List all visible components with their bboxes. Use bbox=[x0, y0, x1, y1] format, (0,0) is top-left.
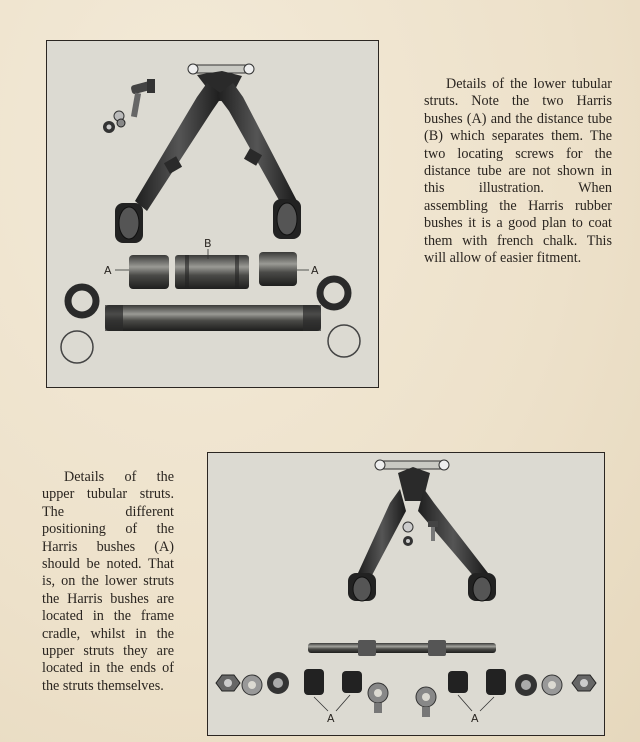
splined-tube bbox=[105, 305, 321, 331]
bolt-and-nut-parts bbox=[103, 79, 155, 133]
harris-bush-left bbox=[129, 255, 169, 289]
bush-label-lines bbox=[314, 695, 494, 711]
upper-parts-row bbox=[216, 669, 596, 717]
upper-struts-photo bbox=[207, 452, 605, 736]
lower-struts-photo bbox=[46, 40, 379, 388]
small-bolt-parts bbox=[403, 521, 438, 546]
distance-tube bbox=[175, 255, 249, 289]
label-bush-right: A bbox=[311, 264, 319, 277]
label-distance-tube: B bbox=[204, 237, 212, 250]
lower-struts-illustration bbox=[47, 41, 378, 387]
upper-struts-illustration bbox=[208, 453, 604, 735]
label-bushes-right: A bbox=[471, 712, 479, 725]
harris-bush-right bbox=[259, 252, 297, 286]
upper-spindle bbox=[308, 640, 496, 656]
label-bush-left: A bbox=[104, 264, 112, 277]
lower-struts-caption: Details of the lower tubular struts. Note the two Harris bushes (A) and the distance tube (B) which separates them. The two locating screws for the distance tube are not shown in this illustration. When assembling the Harris rubber bushes it is a good plan to coat them with french chalk. This will allow of easier fitment. bbox=[424, 76, 612, 267]
upper-a-frame-strut bbox=[348, 460, 496, 601]
label-bushes-left: A bbox=[327, 712, 335, 725]
upper-struts-caption: Details of the upper tubular struts. The different positioning of the Harris bushes (A) should be noted. That is, on the lower struts the Harris bushes are located in the frame cradle, whilst in the upper struts they are located in the ends of the struts themselves. bbox=[42, 469, 174, 694]
